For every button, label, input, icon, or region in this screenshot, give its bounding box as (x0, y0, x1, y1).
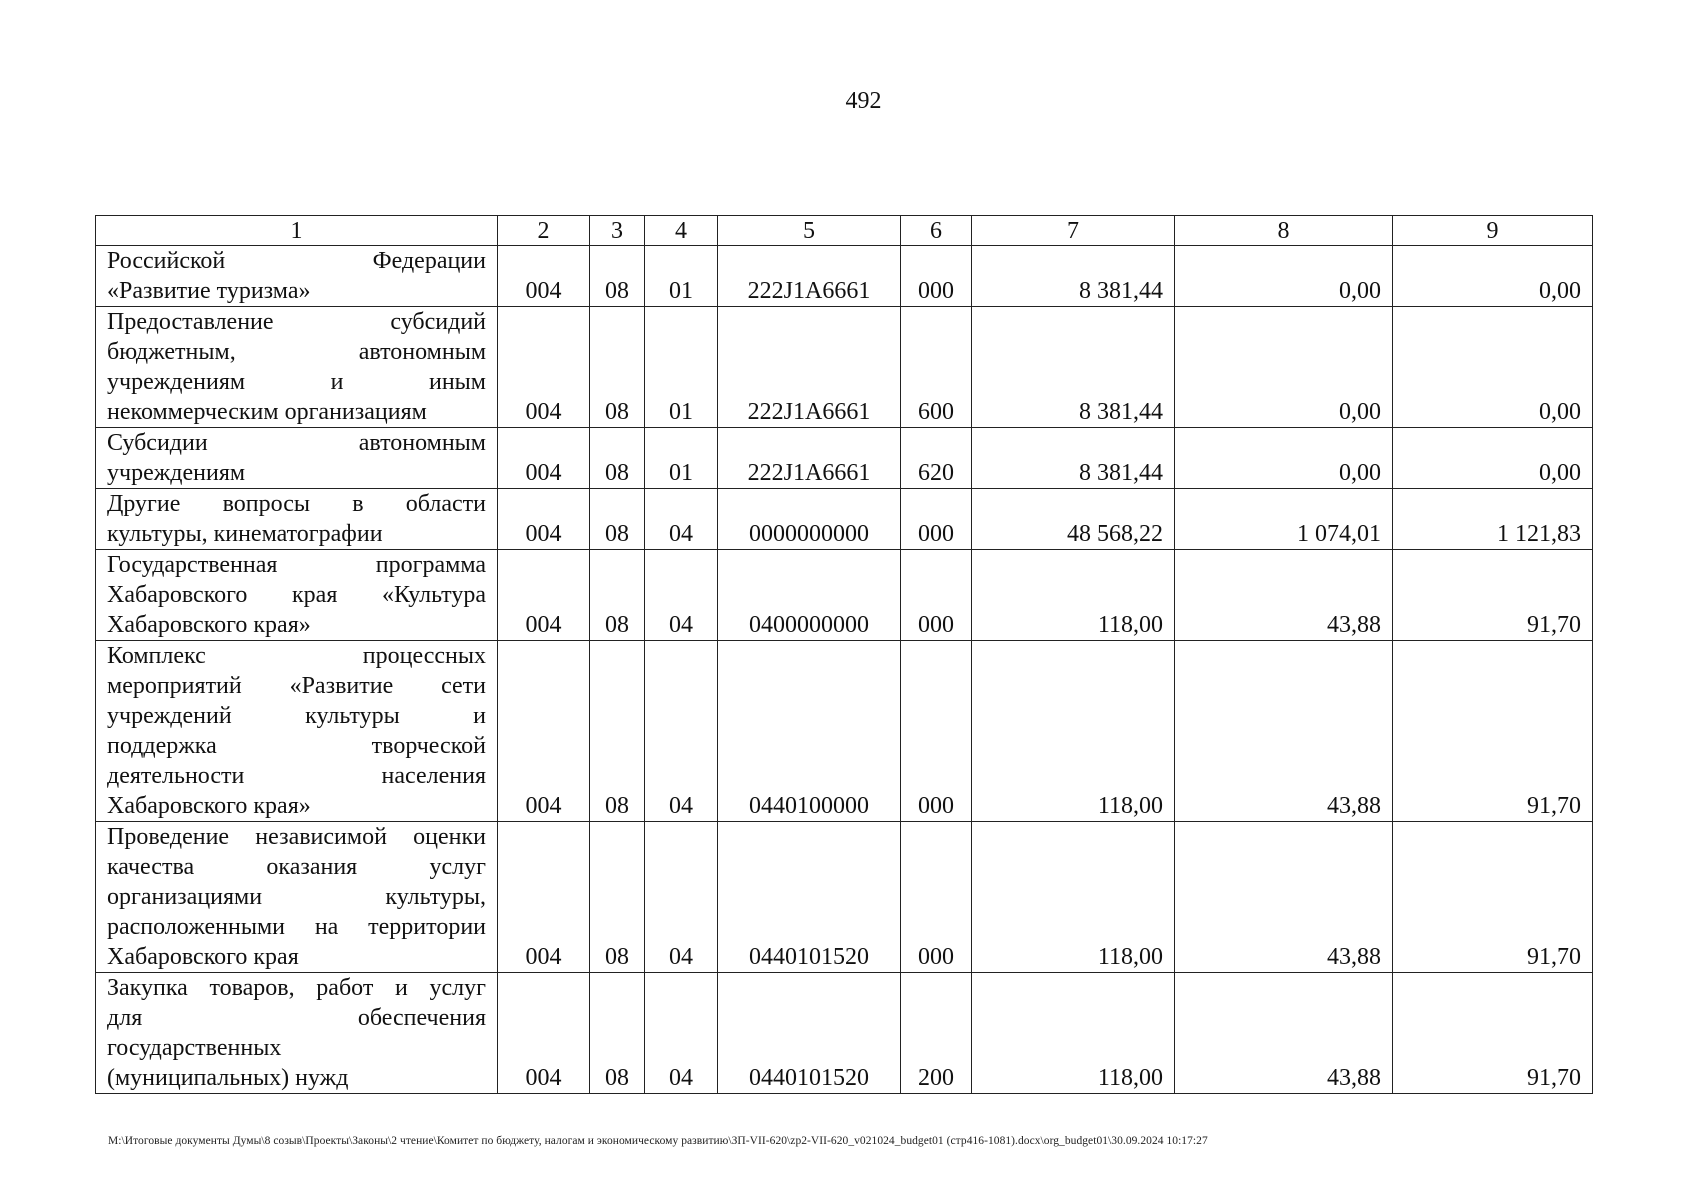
code-cell: 000 (901, 550, 972, 641)
row-name-line: Субсидии автономным (107, 430, 486, 456)
footer-file-path: M:\Итоговые документы Думы\8 созыв\Проекты\Законы\2 чтение\Комитет по бюджету, налогам и экономическому развитию\ЗП-VII-620\zp2-VII-620_v021024_budget01 (стр416-1081).docx\org_budget01\30.09.2024 10:17:27 (108, 1135, 1208, 1147)
column-header: 2 (498, 216, 590, 246)
row-name-line: расположенными на территории (107, 914, 486, 940)
code-cell: 08 (590, 246, 645, 307)
code-cell: 0400000000 (718, 550, 901, 641)
code-cell: 04 (645, 550, 718, 641)
code-cell: 004 (498, 428, 590, 489)
table-row (96, 428, 1593, 489)
code-cell: 004 (498, 307, 590, 428)
column-header: 9 (1393, 216, 1593, 246)
code-cell: 04 (645, 822, 718, 973)
code-cell: 004 (498, 489, 590, 550)
table-row (96, 489, 1593, 550)
amount-cell: 48 568,22 (972, 489, 1175, 550)
row-name-line: деятельности населения (107, 763, 486, 789)
amount-cell: 8 381,44 (972, 307, 1175, 428)
row-name-cell (96, 246, 498, 307)
row-name-line: «Развитие туризма» (107, 278, 311, 304)
row-name-line: Хабаровского края» (107, 793, 311, 819)
code-cell: 000 (901, 489, 972, 550)
table-row (96, 973, 1593, 1094)
code-cell: 000 (901, 246, 972, 307)
code-cell: 222J1A6661 (718, 428, 901, 489)
column-header: 4 (645, 216, 718, 246)
row-name-line: мероприятий «Развитие сети (107, 673, 486, 699)
budget-table (95, 215, 1593, 1094)
code-cell: 04 (645, 973, 718, 1094)
code-cell: 0000000000 (718, 489, 901, 550)
row-name-cell (96, 428, 498, 489)
column-header: 5 (718, 216, 901, 246)
table-row (96, 641, 1593, 822)
code-cell: 04 (645, 641, 718, 822)
code-cell: 0440101520 (718, 973, 901, 1094)
row-name-line: Комплекс процессных (107, 643, 486, 669)
code-cell: 004 (498, 641, 590, 822)
amount-cell: 91,70 (1393, 641, 1593, 822)
code-cell: 004 (498, 550, 590, 641)
amount-cell: 118,00 (972, 973, 1175, 1094)
amount-cell: 91,70 (1393, 973, 1593, 1094)
code-cell: 08 (590, 307, 645, 428)
amount-cell: 1 074,01 (1175, 489, 1393, 550)
row-name-line: государственных (107, 1035, 282, 1061)
code-cell: 08 (590, 489, 645, 550)
code-cell: 004 (498, 822, 590, 973)
row-name-line: учреждениям и иным (107, 369, 486, 395)
code-cell: 01 (645, 307, 718, 428)
amount-cell: 43,88 (1175, 641, 1393, 822)
amount-cell: 43,88 (1175, 550, 1393, 641)
code-cell: 0440101520 (718, 822, 901, 973)
code-cell: 200 (901, 973, 972, 1094)
amount-cell: 43,88 (1175, 973, 1393, 1094)
code-cell: 08 (590, 973, 645, 1094)
amount-cell: 91,70 (1393, 822, 1593, 973)
code-cell: 600 (901, 307, 972, 428)
row-name-line: Другие вопросы в области (107, 491, 486, 517)
row-name-cell (96, 641, 498, 822)
row-name-line: Российской Федерации (107, 248, 486, 274)
row-name-line: организациями культуры, (107, 884, 486, 910)
row-name-line: поддержка творческой (107, 733, 486, 759)
amount-cell: 0,00 (1175, 307, 1393, 428)
row-name-line: (муниципальных) нужд (107, 1065, 349, 1091)
code-cell: 004 (498, 973, 590, 1094)
row-name-line: некоммерческим организациям (107, 399, 427, 425)
row-name-line: Проведение независимой оценки (107, 824, 486, 850)
code-cell: 222J1A6661 (718, 246, 901, 307)
row-name-line: для обеспечения (107, 1005, 486, 1031)
table-row (96, 307, 1593, 428)
column-header: 8 (1175, 216, 1393, 246)
amount-cell: 8 381,44 (972, 428, 1175, 489)
code-cell: 0440100000 (718, 641, 901, 822)
row-name-line: Хабаровского края» (107, 612, 311, 638)
amount-cell: 0,00 (1393, 246, 1593, 307)
page-number: 492 (845, 88, 882, 114)
amount-cell: 0,00 (1393, 307, 1593, 428)
row-name-cell (96, 822, 498, 973)
code-cell: 08 (590, 822, 645, 973)
column-header: 1 (96, 216, 498, 246)
code-cell: 08 (590, 550, 645, 641)
row-name-line: культуры, кинематографии (107, 521, 383, 547)
code-cell: 620 (901, 428, 972, 489)
amount-cell: 0,00 (1175, 246, 1393, 307)
code-cell: 004 (498, 246, 590, 307)
code-cell: 08 (590, 641, 645, 822)
code-cell: 01 (645, 428, 718, 489)
row-name-cell (96, 973, 498, 1094)
table-row (96, 822, 1593, 973)
amount-cell: 1 121,83 (1393, 489, 1593, 550)
row-name-cell (96, 489, 498, 550)
code-cell: 222J1A6661 (718, 307, 901, 428)
row-name-line: Хабаровского края (107, 944, 299, 970)
amount-cell: 43,88 (1175, 822, 1393, 973)
amount-cell: 118,00 (972, 550, 1175, 641)
table-header-row (96, 216, 1593, 246)
row-name-line: Хабаровского края «Культура (107, 582, 486, 608)
row-name-line: Государственная программа (107, 552, 486, 578)
row-name-line: Предоставление субсидий (107, 309, 486, 335)
amount-cell: 118,00 (972, 822, 1175, 973)
code-cell: 000 (901, 822, 972, 973)
table-row (96, 550, 1593, 641)
row-name-line: Закупка товаров, работ и услуг (107, 975, 486, 1001)
amount-cell: 91,70 (1393, 550, 1593, 641)
row-name-line: качества оказания услуг (107, 854, 486, 880)
row-name-line: учреждений культуры и (107, 703, 486, 729)
row-name-cell (96, 550, 498, 641)
column-header: 3 (590, 216, 645, 246)
row-name-line: бюджетным, автономным (107, 339, 486, 365)
column-header: 7 (972, 216, 1175, 246)
code-cell: 01 (645, 246, 718, 307)
amount-cell: 0,00 (1175, 428, 1393, 489)
amount-cell: 0,00 (1393, 428, 1593, 489)
amount-cell: 8 381,44 (972, 246, 1175, 307)
row-name-line: учреждениям (107, 460, 246, 486)
row-name-cell (96, 307, 498, 428)
amount-cell: 118,00 (972, 641, 1175, 822)
column-header: 6 (901, 216, 972, 246)
code-cell: 08 (590, 428, 645, 489)
code-cell: 04 (645, 489, 718, 550)
table-row (96, 246, 1593, 307)
code-cell: 000 (901, 641, 972, 822)
